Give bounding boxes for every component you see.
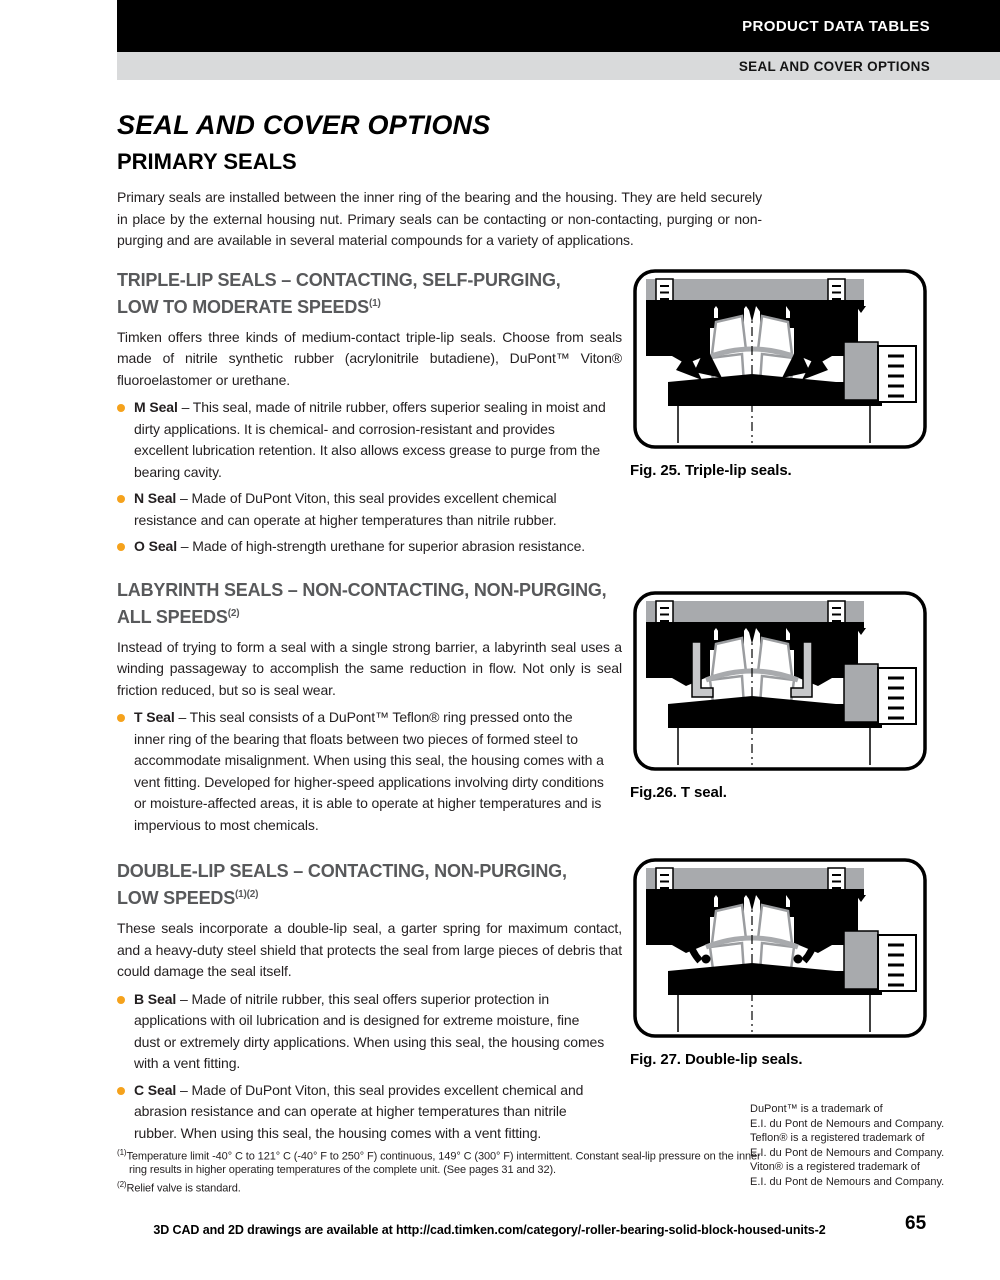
bullet-o-seal <box>117 536 622 558</box>
seal-description: – This seal, made of nitrile rubber, offers superior sealing in moist and dirty applications. It is chemical- and corrosion-resistant and provides excellent lubrication retention. It also allows excess grease to purge from the bearing cavity. <box>134 399 606 480</box>
footnote-2 <box>117 1178 765 1196</box>
section-heading-double-lip <box>117 860 622 910</box>
t-seal-diagram <box>630 588 930 774</box>
trademark-line: Teflon® is a registered trademark of <box>750 1132 925 1145</box>
seal-term: M Seal <box>134 399 178 415</box>
figure-triple-lip-seals <box>630 266 930 479</box>
trademark-line: E.I. du Pont de Nemours and Company. <box>750 1146 945 1159</box>
footnote-text: Relief valve is standard. <box>126 1182 241 1195</box>
heading-footnote-marker: (1) <box>368 297 381 309</box>
seal-term: C Seal <box>134 1081 177 1098</box>
section-triple-lip-seals <box>117 269 622 558</box>
seal-description: – Made of high-strength urethane for superior abrasion resistance. <box>180 538 586 554</box>
heading-line: TRIPLE-LIP SEALS – CONTACTING, SELF-PURGING, <box>117 269 561 290</box>
intro-paragraph: Primary seals are installed between the inner ring of the bearing and the housing. They are held securely in place by the external housing nut. Primary seals can be contacting or non-contacting, purging or non-purging and are available in several material compounds for a variety of applications. <box>117 189 762 248</box>
seal-term: O Seal <box>134 538 177 554</box>
bullet-n-seal <box>117 488 622 531</box>
trademark-line: E.I. du Pont de Nemours and Company. <box>750 1175 945 1188</box>
heading-line: LOW TO MODERATE SPEEDS <box>117 296 369 317</box>
header-banner-title: PRODUCT DATA TABLES <box>742 17 930 35</box>
section-double-lip-seals <box>117 860 622 1144</box>
seal-description: – Made of DuPont Viton, this seal provides excellent chemical resistance and can operate at higher temperatures than nitrile rubber. <box>134 490 557 528</box>
section-labyrinth-seals <box>117 579 622 837</box>
trademark-line: Viton® is a registered trademark of <box>750 1161 920 1174</box>
seal-term: T Seal <box>134 709 175 725</box>
figure-caption: Fig. 27. Double-lip seals. <box>630 1051 803 1068</box>
heading-footnote-marker: (2) <box>227 607 240 619</box>
section-body: These seals incorporate a double-lip seal, a garter spring for maximum contact, and a heavy-duty steel shield that protects the seal from large pieces of debris that could damage the seal itself. <box>117 920 622 979</box>
header-sub-banner <box>117 52 1000 80</box>
figure-caption: Fig. 25. Triple-lip seals. <box>630 462 792 479</box>
bullet-c-seal <box>117 1080 622 1145</box>
figure-caption: Fig.26. T seal. <box>630 784 727 801</box>
page-title: SEAL AND COVER OPTIONS <box>117 110 491 140</box>
footnote-marker: (2) <box>117 1179 127 1189</box>
seal-description: – Made of DuPont Viton, this seal provides excellent chemical and abrasion resistance and can operate at higher temperatures than nitrile rubber. When using this seal, the housing comes with a vent fitting. <box>134 1081 584 1141</box>
bullet-text <box>134 1080 606 1145</box>
section-heading-triple-lip <box>117 269 622 319</box>
seal-term: B Seal <box>134 990 177 1007</box>
bullet-dot-icon <box>117 996 125 1004</box>
triple-lip-seal-diagram <box>630 266 930 452</box>
bullet-text <box>134 397 606 483</box>
footnote-text: Temperature limit -40° C to 121° C (-40° F to 250° F) continuous, 149° C (300° F) intermittent. Constant seal-lip pressure on the inner ring results in higher operating temperatures of the complete unit. (See pages 31 and 32). <box>126 1150 761 1177</box>
bullet-text <box>134 536 606 558</box>
seal-term: N Seal <box>134 490 177 506</box>
footnotes <box>117 1146 765 1196</box>
bullet-text <box>134 989 606 1075</box>
heading-line: LABYRINTH SEALS – NON-CONTACTING, NON-PURGING, <box>117 579 607 600</box>
seal-description: – Made of nitrile rubber, this seal offers superior protection in applications with oil lubrication and is designed for extreme moisture, fine dust or extremely dirty applications. When using this seal, the housing comes with a vent fitting. <box>134 990 605 1071</box>
footnote-marker: (1) <box>117 1148 127 1157</box>
bullet-b-seal <box>117 989 622 1075</box>
header-banner <box>117 0 1000 52</box>
heading-line: LOW SPEEDS <box>117 888 236 908</box>
bullet-m-seal <box>117 397 622 483</box>
section-heading-labyrinth <box>117 579 622 629</box>
seal-description: – This seal consists of a DuPont™ Teflon® ring pressed onto the inner ring of the bearing that floats between two pieces of formed steel to accommodate misalignment. When using this seal, the housing comes with a vent fitting. Developed for higher-speed applications involving dirty conditions or moisture-affected areas, it is able to operate at higher temperatures and is impervious to most chemicals. <box>134 709 604 833</box>
figure-t-seal <box>630 588 930 801</box>
bullet-text <box>134 707 606 836</box>
bullet-t-seal <box>117 707 622 836</box>
bullet-dot-icon <box>117 543 125 551</box>
section-body: Timken offers three kinds of medium-contact triple-lip seals. Choose from seals made of nitrile synthetic rubber (acrylonitrile butadiene), DuPont™ Viton® fluoroelastomer or urethane. <box>117 328 622 388</box>
bullet-dot-icon <box>117 404 125 412</box>
header-sub-banner-title: SEAL AND COVER OPTIONS <box>738 58 930 74</box>
footnote-1 <box>117 1146 765 1178</box>
trademark-line: DuPont™ is a trademark of <box>750 1103 883 1115</box>
page-subtitle: PRIMARY SEALS <box>117 149 297 174</box>
bullet-dot-icon <box>117 714 125 722</box>
page-number: 65 <box>905 1213 927 1234</box>
heading-line: ALL SPEEDS <box>117 606 228 627</box>
trademark-notes <box>750 1102 944 1190</box>
bullet-dot-icon <box>117 495 125 503</box>
trademark-line: E.I. du Pont de Nemours and Company. <box>750 1117 945 1130</box>
double-lip-seal-diagram <box>630 855 930 1041</box>
bullet-text <box>134 488 606 531</box>
section-body: Instead of trying to form a seal with a single strong barrier, a labyrinth seal uses a winding passageway to accomplish the same reduction in flow. Not only is seal friction reduced, but so is seal wear. <box>117 638 622 698</box>
bullet-dot-icon <box>117 1087 125 1095</box>
heading-line: DOUBLE-LIP SEALS – CONTACTING, NON-PURGING, <box>117 861 567 881</box>
heading-footnote-marker: (1)(2) <box>235 889 259 900</box>
footer-cad-note: 3D CAD and 2D drawings are available at http://cad.timken.com/category/-roller-bearing-solid-block-housed-units-2 <box>153 1223 826 1237</box>
figure-double-lip-seals <box>630 855 930 1068</box>
